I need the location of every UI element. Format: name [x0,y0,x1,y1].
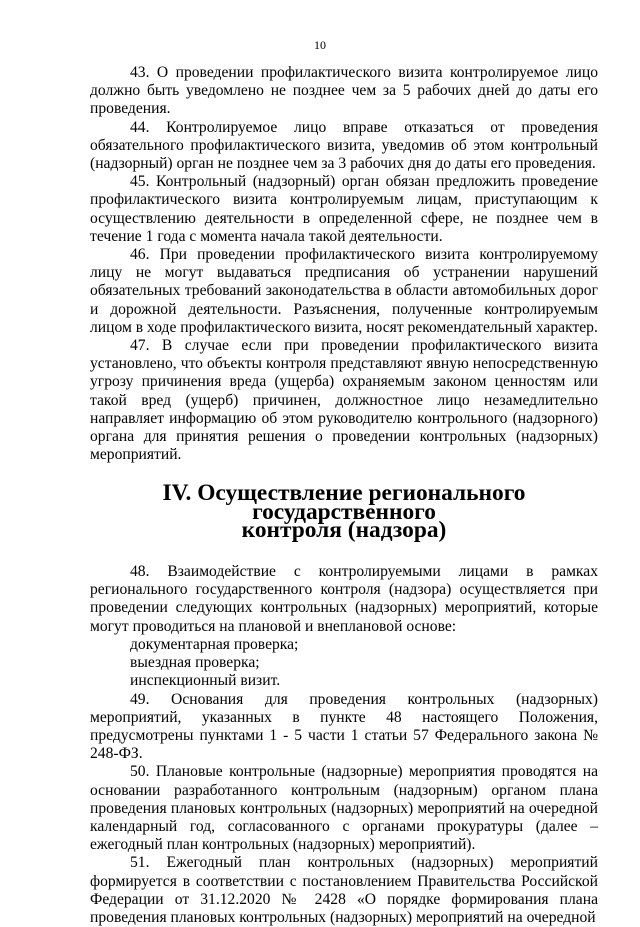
paragraph-50: 50. Плановые контрольные (надзорные) мероприятия проводятся на основании разработанного контрольным (надзорным) органом плана проведения плановых контрольных (надзорных) мероприятий на очередной календарный год, согласованного с органами прокуратуры (далее – ежегодный план контрольных (надзорных) мероприятий). [90,763,598,854]
document-body [90,64,598,927]
paragraph-48: 48. Взаимодействие с контролируемыми лицами в рамках регионального государственного контроля (надзора) осуществляется при проведении следующих контрольных (надзорных) мероприятий, которые могут проводиться на плановой и внеплановой основе: [90,563,598,635]
paragraph-46: 46. При проведении профилактического визита контролируемому лицу не могут выдаваться предписания об устранении нарушений обязательных требований законодательства в области автомобильных дорог и дорожной деятельности. Разъяснения, полученные контролируемым лицом в ходе профилактического визита, носят рекомендательный характер. [90,246,598,336]
section-heading-line-1: IV. Осуществление регионального государственного [162,480,526,525]
section-heading [90,464,598,563]
paragraph-45: 45. Контрольный (надзорный) орган обязан предложить проведение профилактического визита контролируемым лицам, приступающим к осуществлению деятельности в определенной сфере, не позднее чем в течение 1 года с момента начала такой деятельности. [90,173,598,245]
list-item-documentary-check: документарная проверка; [130,635,299,653]
section-heading-line-2: контроля (надзора) [241,516,447,543]
list-item-inspection-visit: инспекционный визит. [130,672,281,690]
paragraph-51: 51. Ежегодный план контрольных (надзорных) мероприятий формируется в соответствии с постановлением Правительства Российской Федерации от 31.12.2020 № 2428 «О порядке формирования плана проведения плановых контрольных (надзорных) мероприятий на очередной [90,854,598,926]
paragraph-49: 49. Основания для проведения контрольных (надзорных) мероприятий, указанных в пункте 48 настоящего Положения, предусмотрены пунктами 1 - 5 части 1 статьи 57 Федерального закона № 248-ФЗ. [90,690,598,763]
list-item-field-check: выездная проверка; [130,654,260,672]
paragraph-47: 47. В случае если при проведении профилактического визита установлено, что объекты контроля представляют явную непосредственную угрозу причинения вреда (ущерба) охраняемым законом ценностям или такой вред (ущерб) причинен, должностное лицо незамедлительно направляет информацию об этом руководителю контрольного (надзорного) органа для принятия решения о проведении контрольных (надзорных) мероприятий. [90,337,598,464]
paragraph-44: 44. Контролируемое лицо вправе отказаться от проведения обязательного профилактического визита, уведомив об этом контрольный (надзорный) орган не позднее чем за 3 рабочих дня до даты его проведения. [90,118,598,173]
paragraph-43: 43. О проведении профилактического визита контролируемое лицо должно быть уведомлено не позднее чем за 5 рабочих дней до даты его проведения. [90,64,598,118]
page-number: 10 [314,38,326,52]
